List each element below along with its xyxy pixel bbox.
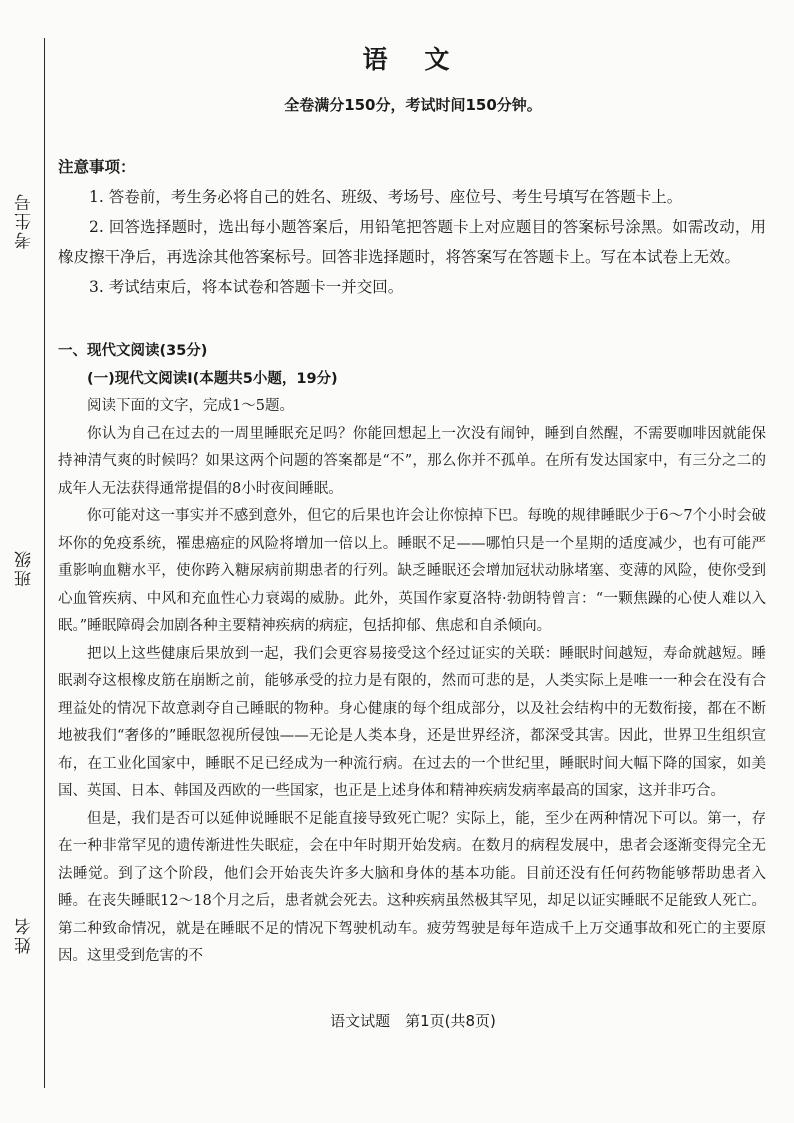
notes-block <box>58 152 766 302</box>
passage-paragraph: 把以上这些健康后果放到一起，我们会更容易接受这个经过证实的关联：睡眠时间越短，寿命就越短。睡眠剥夺这根橡皮筋在崩断之前，能够承受的拉力是有限的，然而可悲的是，人类实际上是唯一一种会在没有合理益处的情况下故意剥夺自己睡眠的物种。身心健康的每个组成部分，以及社会结构中的无数衔接，都在不断地被我们“奢侈的”睡眠忽视所侵蚀——无论是人类本身，还是世界经济，都深受其害。因此，世界卫生组织宣布，在工业化国家中，睡眠不足已经成为一种流行病。在过去的一个世纪里，睡眠时间大幅下降的国家，如美国、英国、日本、韩国及西欧的一些国家，也正是上述身体和精神疾病发病率最高的国家，这并非巧合。 <box>58 645 766 799</box>
exam-number-label: 考生号 <box>12 188 44 253</box>
notes-heading: 注意事项： <box>58 158 136 176</box>
binding-margin-line <box>44 38 45 1088</box>
section-heading: 一、现代文阅读(35分) <box>58 343 208 359</box>
note-item: 3. 考试结束后，将本试卷和答题卡一并交回。 <box>89 278 404 296</box>
passage-paragraph: 你认为自己在过去的一周里睡眠充足吗？你能回想起上一次没有闹钟，睡到自然醒，不需要咖啡因就能保持神清气爽的时候吗？如果这两个问题的答案都是“不”，那么你并不孤单。在所有发达国家中，有三分之二的成年人无法获得通常提倡的8小时夜间睡眠。 <box>58 425 766 497</box>
passage-paragraph: 但是，我们是否可以延伸说睡眠不足能直接导致死亡呢？实际上，能，至少在两种情况下可以。第一，存在一种非常罕见的遗传渐进性失眠症，会在中年时期开始发病。在数月的病程发展中，患者会逐渐变得完全无法睡觉。到了这个阶段，他们会开始丧失许多大脑和身体的基本功能。目前还没有任何药物能够帮助患者入睡。在丧失睡眠12～18个月之后，患者就会死去。这种疾病虽然极其罕见，却足以证实睡眠不足能致人死亡。第二种致命情况，就是在睡眠不足的情况下驾驶机动车。疲劳驾驶是每年造成千上万交通事故和死亡的主要原因。这里受到危害的不 <box>58 810 766 964</box>
class-label: 班级 <box>12 545 44 591</box>
page-title: 语 文 <box>362 45 464 74</box>
note-item: 1. 答卷前，考生务必将自己的姓名、班级、考场号、座位号、考生号填写在答题卡上。 <box>89 188 683 206</box>
note-item: 2. 回答选择题时，选出每小题答案后，用铅笔把答题卡上对应题目的答案标号涂黑。如需改动，用橡皮擦干净后，再选涂其他答案标号。回答非选择题时，将答案写在答题卡上。写在本试卷上无效。 <box>58 218 766 266</box>
reading-instruction: 阅读下面的文字，完成1～5题。 <box>87 398 294 414</box>
reading-section <box>58 338 766 971</box>
subsection-heading: (一)现代文阅读Ⅰ(本题共5小题，19分) <box>87 370 338 387</box>
exam-info: 全卷满分150分，考试时间150分钟。 <box>284 96 542 114</box>
name-label: 姓名 <box>12 912 44 958</box>
page-footer: 语文试题 第1页(共8页) <box>330 1012 496 1030</box>
passage-paragraph: 你可能对这一事实并不感到意外，但它的后果也许会让你惊掉下巴。每晚的规律睡眠少于6～7个小时会破坏你的免疫系统，罹患癌症的风险将增加一倍以上。睡眠不足——哪怕只是一个星期的适度减少，也有可能严重影响血糖水平，使你跨入糖尿病前期患者的行列。缺乏睡眠还会增加冠状动脉堵塞、变薄的风险，使你受到心血管疾病、中风和充血性心力衰竭的威胁。此外，英国作家夏洛特·勃朗特曾言：“一颗焦躁的心使人难以入眠。”睡眠障碍会加剧各种主要精神疾病的病症，包括抑郁、焦虑和自杀倾向。 <box>58 508 766 634</box>
